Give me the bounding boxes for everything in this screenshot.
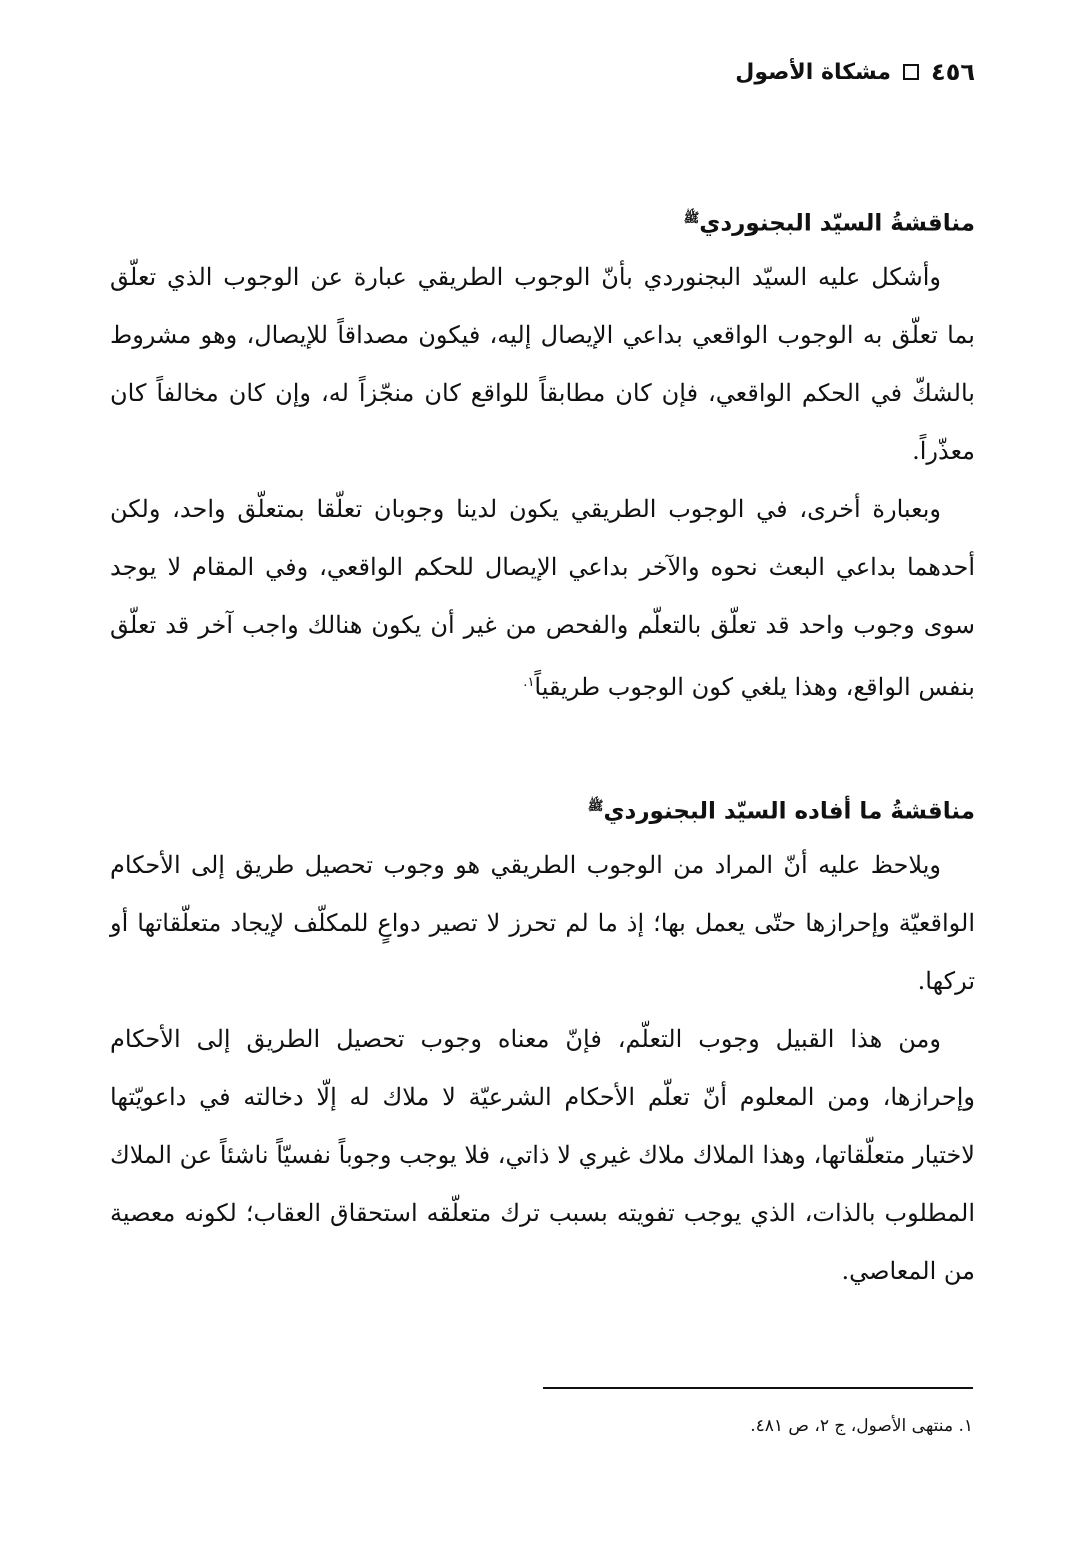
- section-title-text: مناقشةُ ما أفاده السيّد البجنوردي: [603, 798, 975, 825]
- paragraph: ويلاحظ عليه أنّ المراد من الوجوب الطريقي هو وجوب تحصيل طريق إلى الأحكام الواقعيّة وإحرازها حتّى يعمل بها؛ إذ ما لم تحرز لا تصير دواعٍ للمكلّف لإيجاد متعلّقاتها أو تركها.: [110, 851, 975, 995]
- running-header: [735, 52, 975, 92]
- section-title-text: مناقشةُ السيّد البجنوردي: [699, 210, 975, 237]
- header-separator-box: [903, 64, 919, 80]
- paragraph: [110, 480, 975, 716]
- paragraph-text: وبعبارة أخرى، في الوجوب الطريقي يكون لدينا وجوبان تعلّقا بمتعلّق واحد، ولكن أحدهما بداعي البعث نحوه والآخر بداعي الإيصال للحكم الواقعي، وفي المقام لا يوجد سوى وجوب واحد قد تعلّق بالتعلّم والفحص من غير أن يكون هنالك واجب آخر قد تعلّق بنفس الواقع، وهذا يلغي كون الوجوب طريقياً: [110, 495, 975, 701]
- footnote-divider: [543, 1387, 973, 1389]
- honorific-mark: ﷺ: [587, 799, 604, 814]
- page-number: ٤٥٦: [931, 58, 975, 86]
- footnote: ١. منتهى الأصول، ج ٢، ص ٤٨١.: [750, 1416, 973, 1436]
- footnote-reference: ١.: [523, 675, 535, 690]
- honorific-mark: ﷺ: [683, 211, 700, 226]
- section-title: [110, 778, 975, 836]
- book-title: مشكاة الأصول: [735, 59, 892, 85]
- paragraph: ومن هذا القبيل وجوب التعلّم، فإنّ معناه وجوب تحصيل الطريق إلى الأحكام وإحرازها، ومن المعلوم أنّ تعلّم الأحكام الشرعيّة لا ملاك له إلّا دخالته في داعويّتها لاختيار متعلّقاتها، وهذا الملاك ملاك غيري لا ذاتي، فلا يوجب وجوباً نفسيّاً ناشئاً عن الملاك المطلوب بالذات، الذي يوجب تفويته بسبب ترك متعلّقه استحقاق العقاب؛ لكونه معصية من المعاصي.: [110, 1025, 975, 1285]
- paragraph: وأشكل عليه السيّد البجنوردي بأنّ الوجوب الطريقي عبارة عن الوجوب الذي تعلّق بما تعلّق به الوجوب الواقعي بداعي الإيصال إليه، فيكون مصداقاً للإيصال، وهو مشروط بالشكّ في الحكم الواقعي، فإن كان مطابقاً للواقع كان منجّزاً له، وإن كان مخالفاً كان معذّراً.: [110, 263, 975, 465]
- main-text: [110, 190, 975, 1300]
- section-title: [110, 190, 975, 248]
